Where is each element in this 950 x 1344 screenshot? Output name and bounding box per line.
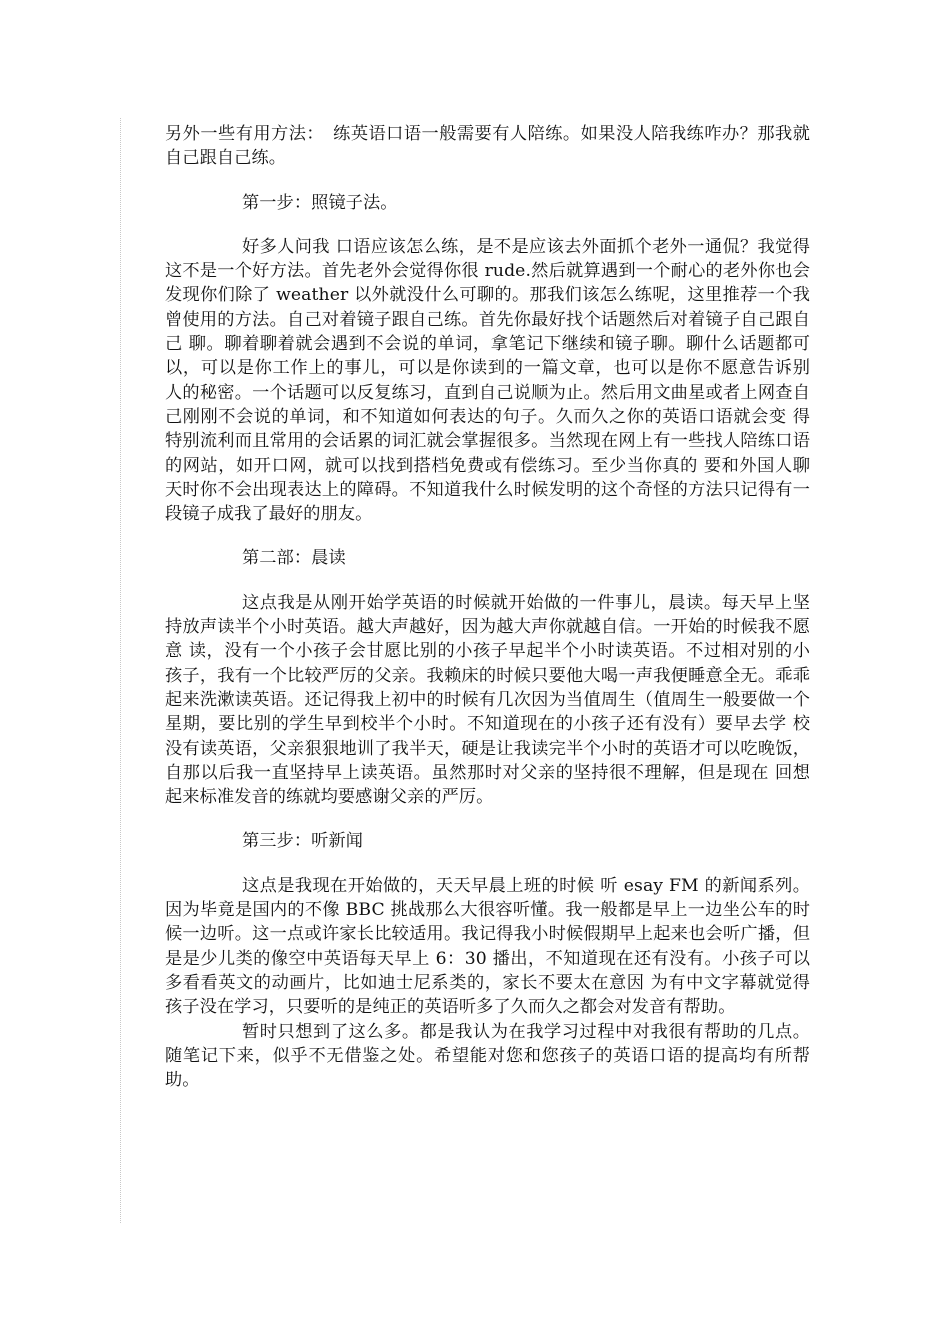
step-1-heading: 第一步：照镜子法。 [242,192,398,213]
step-3-paragraph: 这点是我现在开始做的，天天早晨上班的时候 听 esay FM 的新闻系列。因为毕竟是国内的不像 BBC 挑战那么大很容听懂。我一般都是早上一边坐公车的时候一边听。这一点或许家长比较适用。我记得我小时候假期早上起来也会听广播，但是是少儿类的像空中英语每天早上 6：30 播出，不知道现在还有没有。小孩子可以多看看英文的动画片，比如迪士尼系类的，家长不要太在意因 为有中文字幕就觉得孩子没在学习，只要听的是纯正的英语听多了久而久之都会对发音有帮助。 [165,875,810,1018]
step-2-paragraph: 这点我是从刚开始学英语的时候就开始做的一件事儿，晨读。每天早上坚持放声读半个小时英语。越大声越好，因为越大声你就越自信。一开始的时候我不愿意 读，没有一个小孩子会甘愿比别的小孩子早起半个小时读英语。不过相对别的小孩子，我有一个比较严厉的父亲。我赖床的时候只要他大喝一声我便睡意全无。乖乖 起来洗漱读英语。还记得我上初中的时候有几次因为当值周生（值周生一般要做一个星期，要比别的学生早到校半个小时。不知道现在的小孩子还有没有）要早去学 校没有读英语，父亲狠狠地训了我半天，硬是让我读完半个小时的英语才可以吃晚饭，自那以后我一直坚持早上读英语。虽然那时对父亲的坚持很不理解，但是现在 回想起来标准发音的练就均要感谢父亲的严厉。 [165,592,810,808]
step-3-heading: 第三步：听新闻 [242,831,364,852]
intro-paragraph: 另外一些有用方法： 练英语口语一般需要有人陪练。如果没人陪我练咋办？那我就自己跟自己练。 [165,124,810,169]
step-1-paragraph: 好多人问我 口语应该怎么练，是不是应该去外面抓个老外一通侃？我觉得这不是一个好方法。首先老外会觉得你很 rude.然后就算遇到一个耐心的老外你也会发现你们除了 weather 以外就没什么可聊的。那我们该怎么练呢，这里推荐一个我曾使用的方法。自己对着镜子跟自己练。首先你最好找个话题然后对着镜子自己跟自己 聊。聊着聊着就会遇到不会说的单词，拿笔记下继续和镜子聊。聊什么话题都可以，可以是你工作上的事儿，可以是你读到的一篇文章，也可以是你不愿意告诉别 人的秘密。一个话题可以反复练习，直到自己说顺为止。然后用文曲星或者上网查自己刚刚不会说的单词，和不知道如何表达的句子。久而久之你的英语口语就会变 得特别流利而且常用的会话累的词汇就会掌握很多。当然现在网上有一些找人陪练口语的网站，如开口网，就可以找到搭档免费或有偿练习。至少当你真的 要和外国人聊天时你不会出现表达上的障碍。不知道我什么时候发明的这个奇怪的方法只记得有一段镜子成我了最好的朋友。 [165,236,810,525]
margin-rule [120,118,121,1223]
step-2-heading: 第二部：晨读 [242,548,346,569]
closing-paragraph: 暂时只想到了这么多。都是我认为在我学习过程中对我很有帮助的几点。随笔记下来，似乎不无借鉴之处。希望能对您和您孩子的英语口语的提高均有所帮助。 [165,1021,810,1091]
document-body [165,122,810,1092]
